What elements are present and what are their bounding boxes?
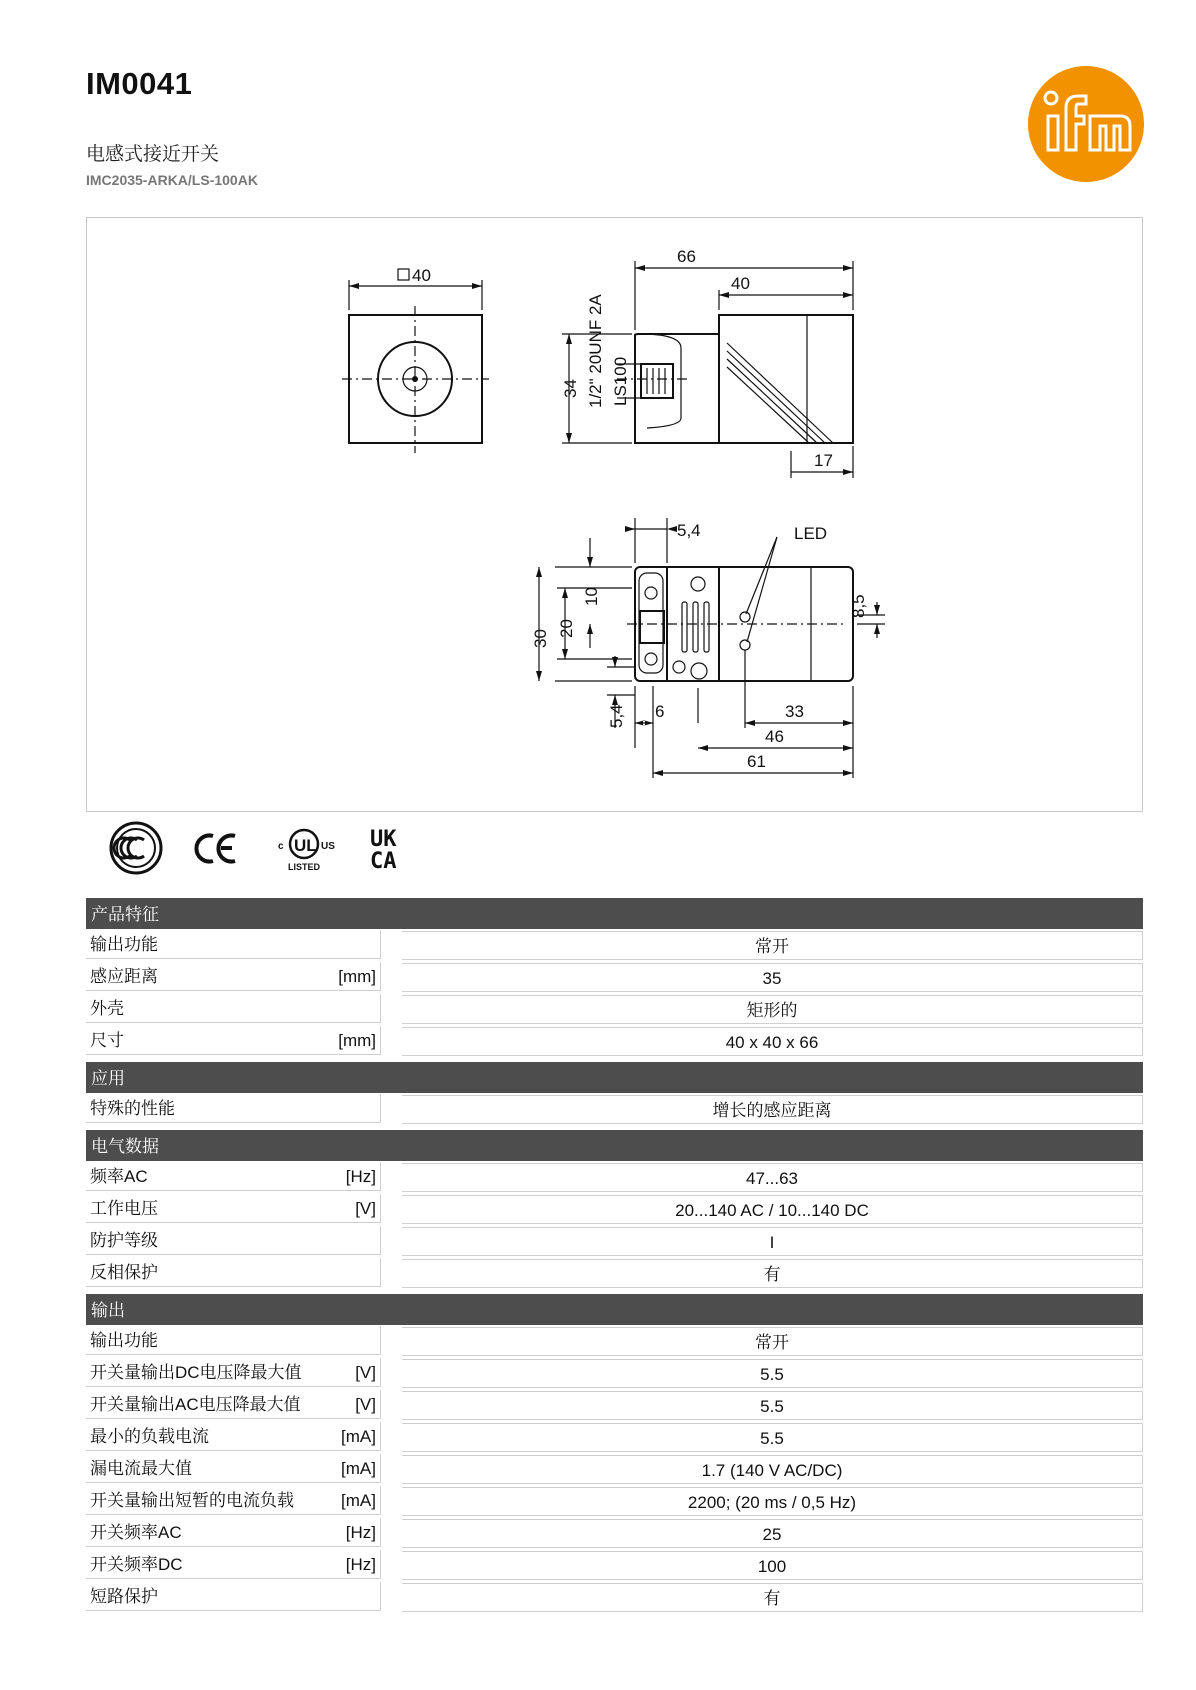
spec-value: 增长的感应距离 [402, 1095, 1143, 1124]
spec-label: 工作电压 [90, 1199, 158, 1218]
spec-value: 2200; (20 ms / 0,5 Hz) [402, 1487, 1143, 1516]
svg-text:UL: UL [294, 836, 317, 855]
spec-label: 开关量输出AC电压降最大值 [90, 1395, 301, 1414]
spec-label: 反相保护 [90, 1263, 158, 1282]
spec-label: 短路保护 [90, 1587, 158, 1606]
spec-row [86, 1422, 1143, 1454]
spec-value: I [402, 1227, 1143, 1256]
spec-unit: [mm] [338, 1031, 376, 1050]
ce-mark [196, 836, 235, 862]
section-header-features: 产品特征 [86, 898, 1143, 929]
spec-row [86, 1258, 1143, 1290]
spec-row [86, 1486, 1143, 1518]
side-view [561, 247, 853, 478]
spec-label: 频率AC [90, 1167, 148, 1186]
dim-5-4-top: 5,4 [677, 521, 701, 540]
dim-61: 61 [747, 752, 766, 771]
spec-label: 输出功能 [90, 935, 158, 954]
spec-label: 感应距离 [90, 967, 158, 986]
spec-row [86, 1026, 1143, 1058]
svg-text:c: c [278, 841, 284, 852]
dim-8-5: 8,5 [849, 594, 868, 618]
dim-20: 20 [557, 619, 576, 638]
bottom-view [531, 518, 885, 778]
spec-row [86, 1358, 1143, 1390]
dim-6: 6 [655, 702, 665, 721]
spec-label: 防护等级 [90, 1231, 158, 1250]
spec-label: 尺寸 [90, 1031, 124, 1050]
spec-label: 输出功能 [90, 1331, 158, 1350]
spec-row [86, 1226, 1143, 1258]
dim-33: 33 [785, 702, 804, 721]
spec-value: 有 [402, 1259, 1143, 1288]
spec-row [86, 930, 1143, 962]
svg-text:UK: UK [370, 827, 397, 852]
dim-5-4-bottom: 5,4 [607, 704, 626, 728]
spec-row [86, 1550, 1143, 1582]
spec-value: 35 [402, 963, 1143, 992]
spec-row [86, 1454, 1143, 1486]
spec-value: 有 [402, 1583, 1143, 1612]
spec-row [86, 962, 1143, 994]
spec-label: 特殊的性能 [90, 1099, 175, 1118]
spec-label: 外壳 [90, 999, 124, 1018]
ccc-mark [111, 823, 161, 873]
spec-label: 开关量输出短暂的电流负载 [90, 1491, 294, 1510]
spec-unit: [mA] [341, 1459, 376, 1478]
dimension-drawing [86, 217, 1143, 812]
spec-unit: [mA] [341, 1427, 376, 1446]
spec-value: 5.5 [402, 1423, 1143, 1452]
spec-value: 20...140 AC / 10...140 DC [402, 1195, 1143, 1224]
svg-text:CA: CA [370, 849, 397, 874]
dim-thread: 1/2" 20UNF 2A [586, 294, 605, 408]
spec-row [86, 994, 1143, 1026]
spec-row [86, 1194, 1143, 1226]
dim-40: 40 [731, 274, 750, 293]
dim-46: 46 [765, 727, 784, 746]
dim-66: 66 [677, 247, 696, 266]
spec-value: 5.5 [402, 1359, 1143, 1388]
spec-value: 40 x 40 x 66 [402, 1027, 1143, 1056]
spec-value: 25 [402, 1519, 1143, 1548]
specification-table [86, 898, 1143, 1608]
spec-label: 开关量输出DC电压降最大值 [90, 1363, 302, 1382]
dim-34: 34 [561, 379, 580, 398]
certification-marks [108, 820, 428, 876]
spec-value: 47...63 [402, 1163, 1143, 1192]
ul-listed-mark [278, 830, 335, 872]
spec-unit: [V] [355, 1363, 376, 1382]
spec-unit: [mA] [341, 1491, 376, 1510]
dim-square-40: 40 [412, 266, 431, 285]
front-view [342, 266, 489, 453]
dim-30: 30 [531, 629, 550, 648]
spec-unit: [V] [355, 1395, 376, 1414]
spec-value: 矩形的 [402, 995, 1143, 1024]
dim-10: 10 [582, 587, 601, 606]
spec-value: 常开 [402, 931, 1143, 960]
spec-label: 最小的负载电流 [90, 1427, 209, 1446]
spec-row [86, 1518, 1143, 1550]
spec-row [86, 1582, 1143, 1614]
product-code: IMC2035-ARKA/LS-100AK [86, 172, 258, 188]
spec-unit: [Hz] [345, 1555, 376, 1574]
spec-value: 100 [402, 1551, 1143, 1580]
spec-row [86, 1094, 1143, 1126]
spec-label: 开关频率AC [90, 1523, 182, 1542]
spec-value: 1.7 (140 V AC/DC) [402, 1455, 1143, 1484]
spec-value: 常开 [402, 1327, 1143, 1356]
section-header-application: 应用 [86, 1062, 1143, 1093]
svg-text:US: US [321, 841, 335, 852]
dim-ls100: LS100 [611, 356, 630, 406]
label-led: LED [794, 524, 828, 543]
dim-17: 17 [814, 451, 833, 470]
section-header-output: 输出 [86, 1294, 1143, 1325]
spec-unit: [V] [355, 1199, 376, 1218]
spec-value: 5.5 [402, 1391, 1143, 1420]
spec-row [86, 1390, 1143, 1422]
section-header-electrical: 电气数据 [86, 1130, 1143, 1161]
product-title: IM0041 [86, 66, 193, 101]
spec-row [86, 1162, 1143, 1194]
spec-label: 开关频率DC [90, 1555, 183, 1574]
svg-text:LISTED: LISTED [288, 862, 321, 872]
spec-row [86, 1326, 1143, 1358]
spec-unit: [mm] [338, 967, 376, 986]
spec-unit: [Hz] [345, 1523, 376, 1542]
spec-unit: [Hz] [345, 1167, 376, 1186]
ifm-logo [1026, 64, 1146, 184]
spec-label: 漏电流最大值 [90, 1459, 192, 1478]
product-subtitle: 电感式接近开关 [86, 144, 220, 165]
ukca-mark [370, 827, 397, 874]
